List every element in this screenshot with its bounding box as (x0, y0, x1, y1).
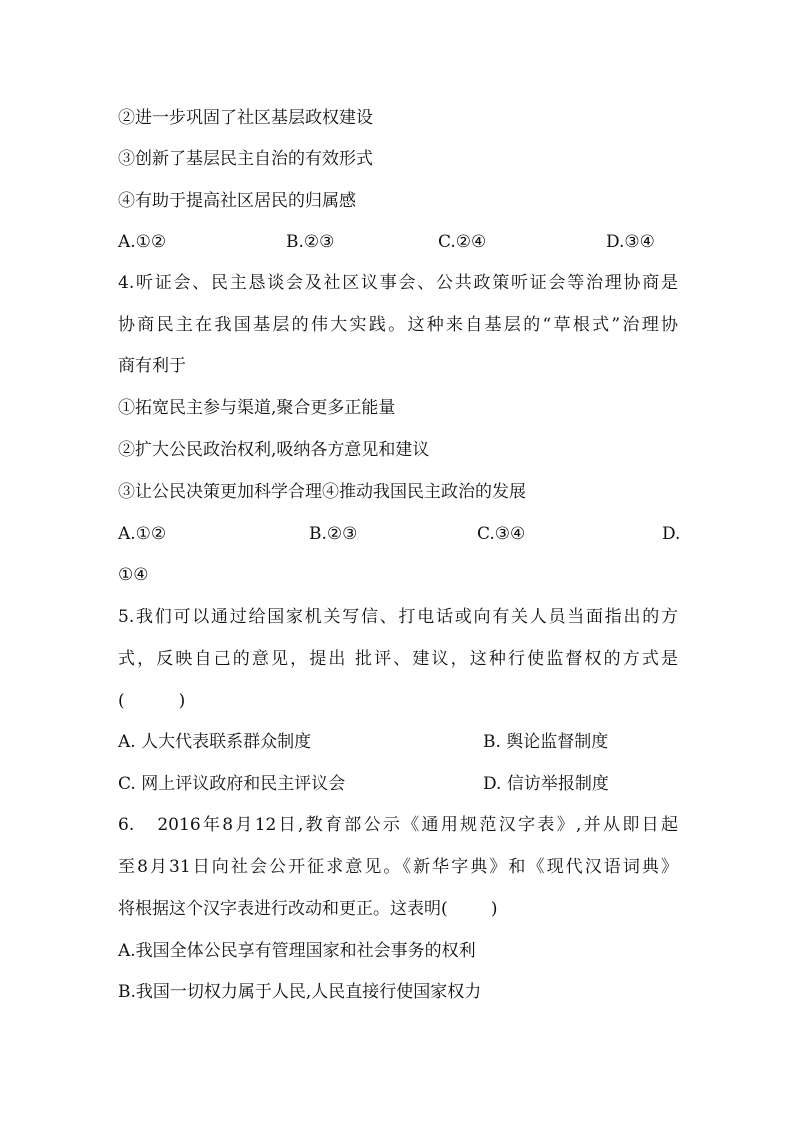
q3-option-b: B.②③ (286, 232, 335, 252)
q4-option-a: A.①② (118, 524, 167, 544)
q5-stem-line-3: ( ) (118, 691, 186, 711)
q5-option-d: D. 信访举报制度 (483, 774, 609, 794)
q3-option-c: C.②④ (438, 232, 487, 252)
q4-option-b: B.②③ (309, 524, 358, 544)
q5-option-a: A. 人大代表联系群众制度 (118, 732, 312, 752)
q5-option-c: C. 网上评议政府和民主评议会 (118, 774, 346, 794)
q4-option-d-content: ①④ (118, 565, 149, 585)
q3-option-a: A.①② (118, 232, 167, 252)
q5-option-b: B. 舆论监督制度 (483, 732, 609, 752)
q4-statement-3-4: ③让公民决策更加科学合理④推动我国民主政治的发展 (118, 482, 526, 502)
q4-statement-1: ①拓宽民主参与渠道,聚合更多正能量 (118, 398, 396, 418)
q6-stem-line-3: 将根据这个汉字表进行改动和更正。这表明( ) (118, 899, 498, 919)
q6-stem-line-1: 6. 2016年8月12日,教育部公示《通用规范汉字表》,并从即日起 (118, 815, 678, 835)
q3-statement-3: ③创新了基层民主自治的有效形式 (118, 149, 373, 169)
q4-stem-line-2: 协商民主在我国基层的伟大实践。这种来自基层的“草根式”治理协 (118, 315, 678, 335)
q3-option-d: D.③④ (606, 232, 655, 252)
q6-stem-line-2: 至8月31日向社会公开征求意见。《新华字典》和《现代汉语词典》 (118, 857, 678, 877)
q3-statement-2: ②进一步巩固了社区基层政权建设 (118, 108, 373, 128)
q6-option-a: A.我国全体公民享有管理国家和社会事务的权利 (118, 941, 476, 961)
q4-stem-line-1: 4.听证会、民主恳谈会及社区议事会、公共政策听证会等治理协商是 (118, 273, 678, 293)
q4-option-d: D. (662, 524, 681, 544)
q4-statement-2: ②扩大公民政治权利,吸纳各方意见和建议 (118, 440, 430, 460)
q4-option-c: C.③④ (477, 524, 526, 544)
q5-stem-line-1: 5.我们可以通过给国家机关写信、打电话或向有关人员当面指出的方 (118, 607, 678, 627)
q5-stem-line-2: 式，反映自己的意见，提出 批评、建议，这种行使监督权的方式是 (118, 649, 678, 669)
q6-option-b: B.我国一切权力属于人民,人民直接行使国家权力 (118, 982, 482, 1002)
q4-stem-line-3: 商有利于 (118, 356, 186, 376)
q3-statement-4: ④有助于提高社区居民的归属感 (118, 191, 356, 211)
